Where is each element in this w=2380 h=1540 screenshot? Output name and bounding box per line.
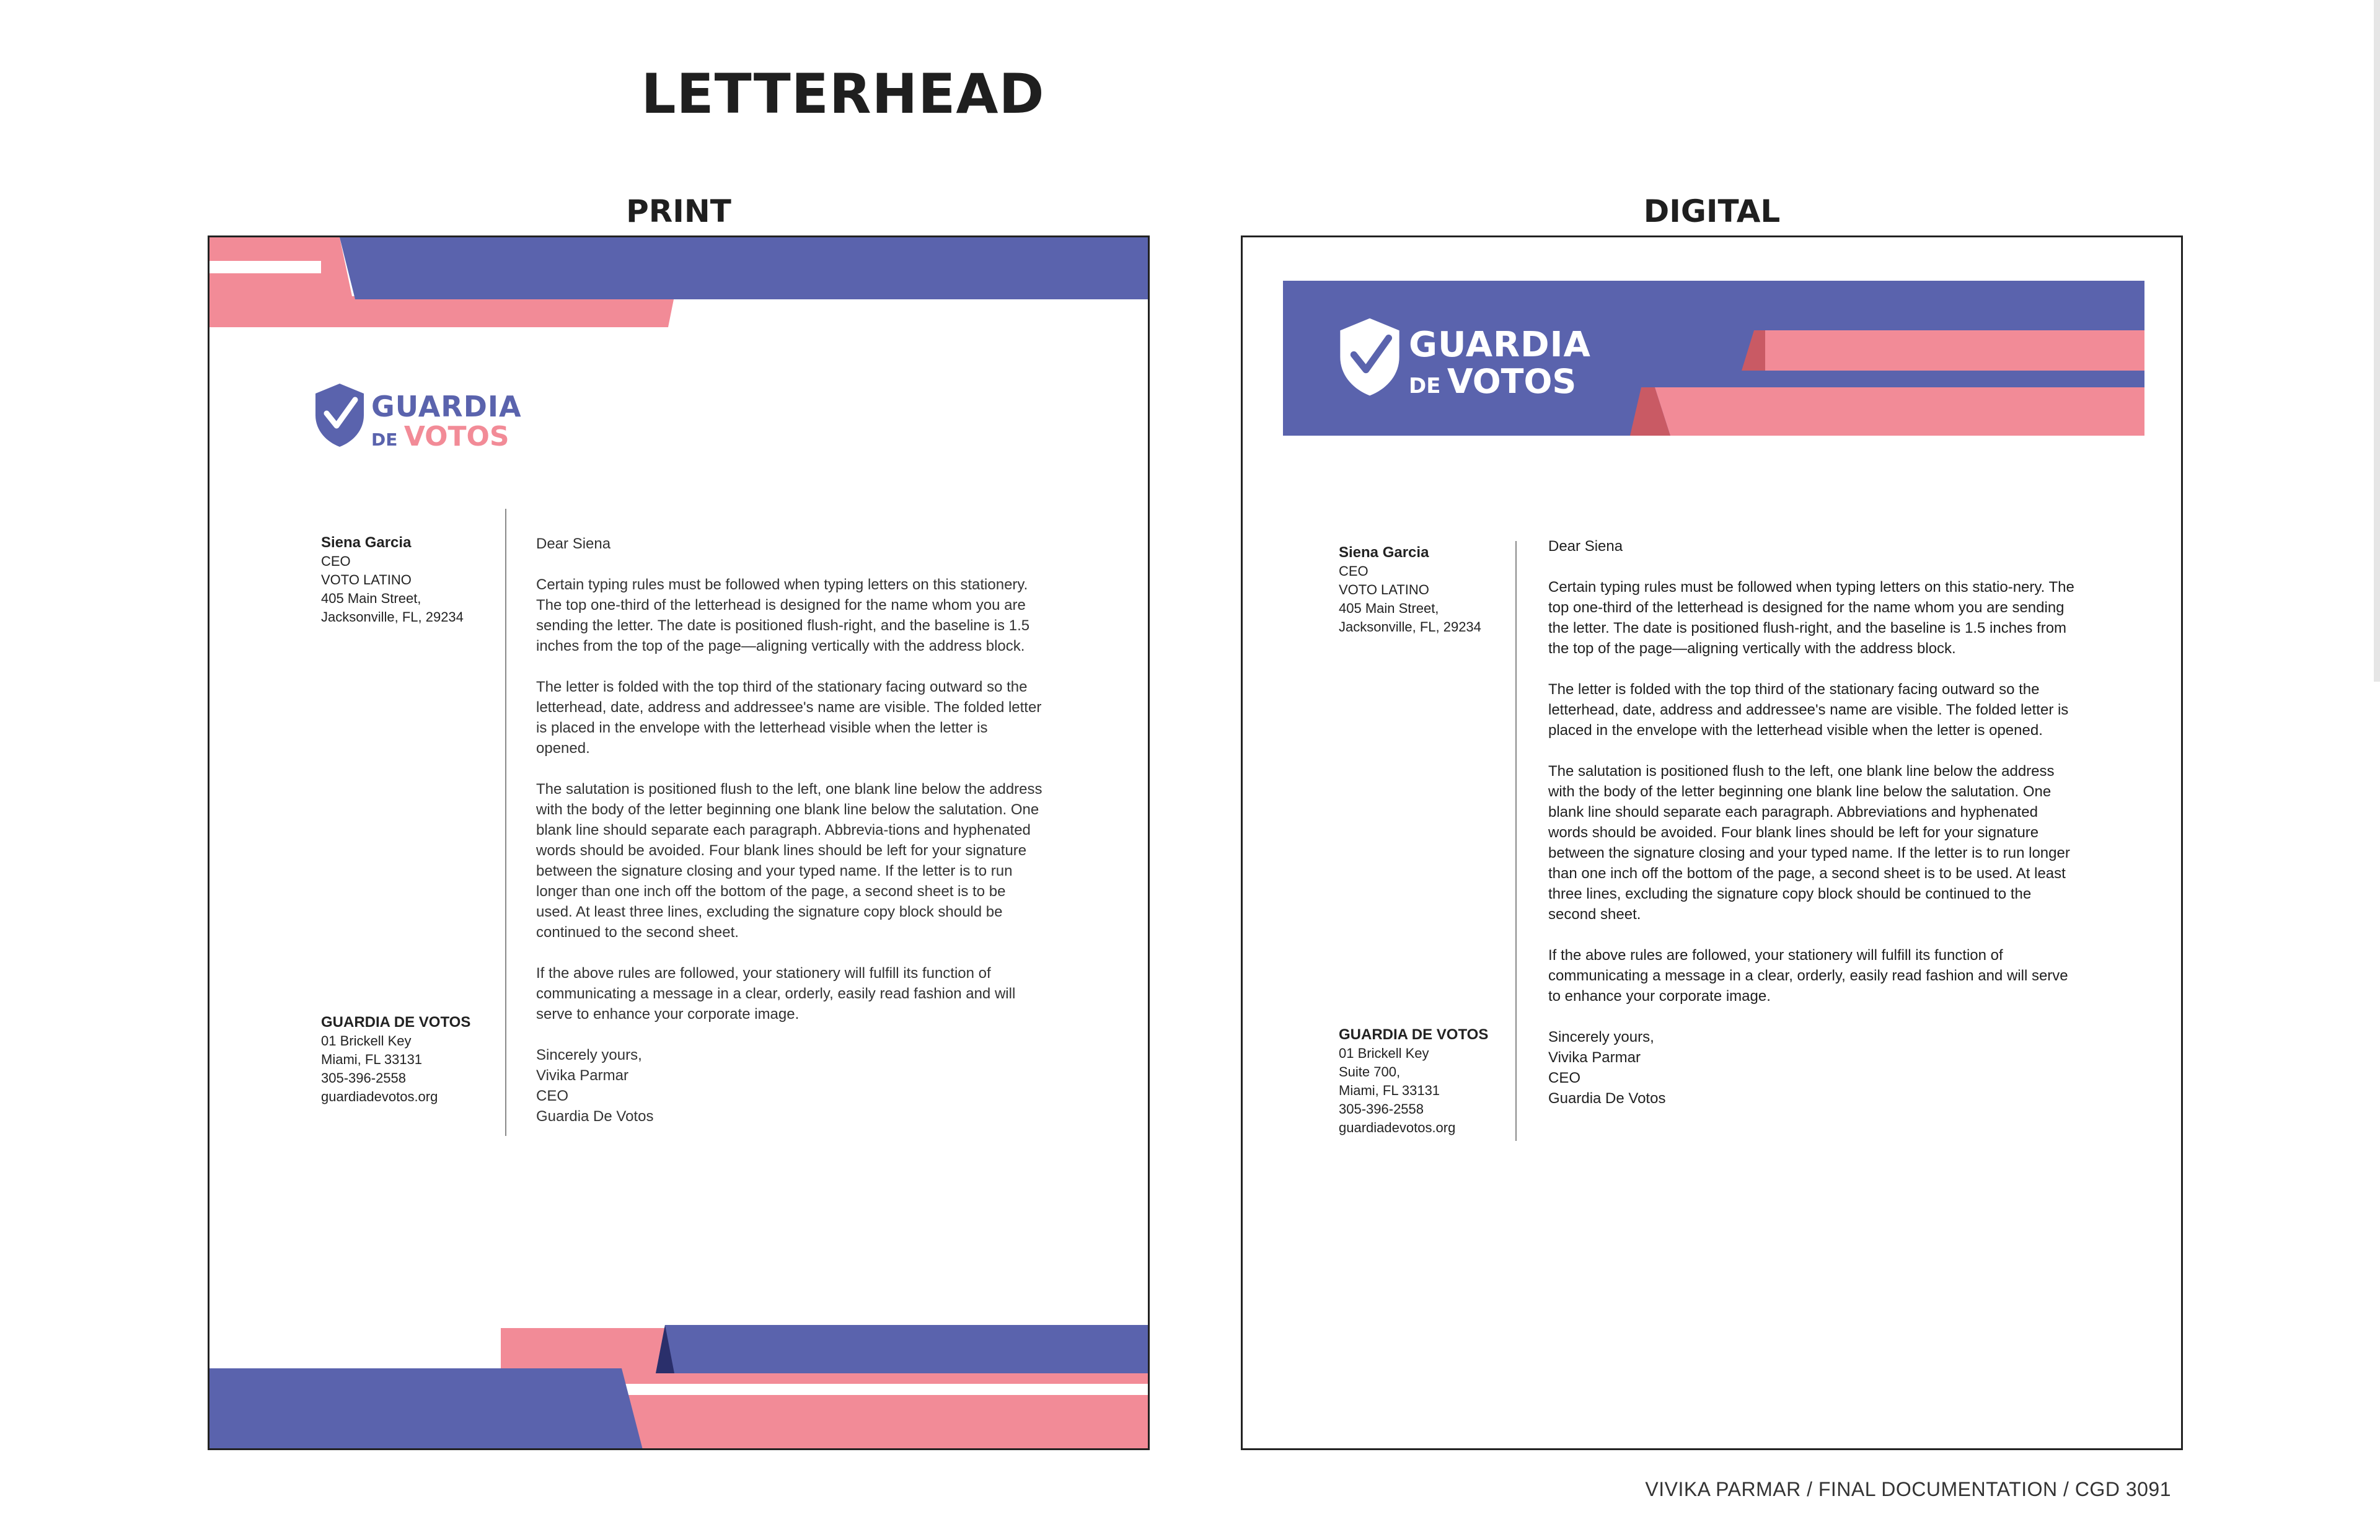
salutation: Dear Siena [536,535,611,552]
digital-divider [1515,541,1517,1141]
print-letter-body [536,534,1044,1127]
paragraph: Certain typing rules must be followed when typing letters on this stationery. The top one-third of the letterhead is designed for the name whom you are sending the letter. The date is positioned flush-right, and the baseline is 1.5 inches from the top of the page—aligning vertically with the address block. [536,576,1030,654]
print-sender-block [321,1013,507,1106]
shield-check-icon [312,381,368,449]
digital-label: DIGITAL [1643,193,1781,229]
recipient-city: Jacksonville, FL, 29234 [321,609,464,625]
digital-letterhead [1241,235,2183,1450]
scrollbar[interactable] [2374,0,2380,682]
sender-phone: 305-396-2558 [1339,1101,1424,1117]
signer-name: Vivika Parmar [536,1067,628,1084]
paragraph: The letter is folded with the top third of the stationary facing outward so the letterhead, date, address and addressee's name are visible. The folded letter is placed in the envelope with the letterhead visible when the letter is opened. [1548,681,2069,739]
digital-recipient-block [1339,543,1525,636]
recipient-street: 405 Main Street, [1339,601,1439,616]
recipient-street: 405 Main Street, [321,591,421,606]
print-divider [505,509,506,1136]
closing: Sincerely yours, [536,1047,642,1063]
page-title: LETTERHEAD [641,62,1045,126]
sender-city: Miami, FL 33131 [321,1052,423,1067]
sender-website: guardiadevotos.org [321,1089,438,1104]
recipient-org: VOTO LATINO [1339,582,1429,597]
print-top-band [209,237,1148,330]
logo-guardia: GUARDIA [1409,325,1591,365]
digital-logo [1336,315,1615,402]
print-label: PRINT [626,193,731,229]
print-logo [312,381,522,455]
recipient-title: CEO [321,553,351,569]
signer-org: Guardia De Votos [1548,1090,1666,1107]
signer-name: Vivika Parmar [1548,1049,1641,1066]
sender-suite: Suite 700, [1339,1064,1401,1080]
sender-phone: 305-396-2558 [321,1070,407,1086]
recipient-name: Siena Garcia [321,534,412,551]
print-bottom-band [209,1325,1148,1450]
sender-city: Miami, FL 33131 [1339,1083,1440,1098]
signer-title: CEO [1548,1070,1581,1086]
sender-street: 01 Brickell Key [321,1033,412,1049]
logo-votos: VOTOS [403,421,509,452]
closing: Sincerely yours, [1548,1029,1654,1045]
digital-letter-body [1548,536,2081,1109]
signer-title: CEO [536,1088,569,1104]
footer-credit: VIVIKA PARMAR / FINAL DOCUMENTATION / CGD 3091 [1645,1478,2171,1500]
paragraph: If the above rules are followed, your stationery will fulfill its function of communicating a message in a clear, orderly, easily read fashion and will serve to enhance your corporate image. [1548,947,2068,1005]
print-recipient-block [321,534,507,627]
recipient-name: Siena Garcia [1339,544,1429,561]
salutation: Dear Siena [1548,538,1623,555]
sender-org: GUARDIA DE VOTOS [1339,1026,1489,1043]
sender-org: GUARDIA DE VOTOS [321,1014,471,1031]
logo-votos: VOTOS [1447,362,1577,401]
recipient-org: VOTO LATINO [321,572,412,587]
paragraph: The letter is folded with the top third of the stationary facing outward so the letterhead, date, address and addressee's name are visible. The folded letter is placed in the envelope with the letterhead visible when the letter is opened. [536,679,1042,757]
logo-guardia: GUARDIA [371,390,522,423]
print-letterhead [208,235,1150,1450]
shield-check-icon [1336,315,1404,399]
paragraph: Certain typing rules must be followed when typing letters on this statio-nery. The top one-third of the letterhead is designed for the name whom you are sending the letter. The date is positioned flush-right, and the baseline is 1.5 inches from the top of the page—aligning vertically with the address block. [1548,579,2074,657]
logo-de: DE [371,429,398,450]
signer-org: Guardia De Votos [536,1108,654,1125]
digital-sender-block [1339,1026,1525,1137]
sender-street: 01 Brickell Key [1339,1045,1429,1061]
sender-website: guardiadevotos.org [1339,1120,1456,1135]
recipient-city: Jacksonville, FL, 29234 [1339,619,1481,635]
logo-de: DE [1409,374,1441,398]
paragraph: The salutation is positioned flush to the left, one blank line below the address with the body of the letter beginning one blank line below the salutation. One blank line should separate each paragraph. Abbrevia-tions and hyphenated words should be avoided. Four blank lines should be left for your signature between the signature closing and your typed name. If the letter is to run longer than one inch off the bottom of the page, a second sheet is to be used. At least three lines, excluding the signature copy block should be continued to the second sheet. [536,781,1042,941]
recipient-title: CEO [1339,563,1368,579]
paragraph: If the above rules are followed, your stationery will fulfill its function of communicating a message in a clear, orderly, easily read fashion and will serve to enhance your corporate image. [536,965,1016,1023]
paragraph: The salutation is positioned flush to the left, one blank line below the address with the body of the letter beginning one blank line below the salutation. One blank line should separate each paragraph. Abbreviations and hyphenated words should be avoided. Four blank lines should be left for your signature between the signature closing and your typed name. If the letter is to run longer than one inch off the bottom of the page, a second sheet is to be used. At least three lines, excluding the signature copy block should be continued to the second sheet. [1548,763,2070,923]
